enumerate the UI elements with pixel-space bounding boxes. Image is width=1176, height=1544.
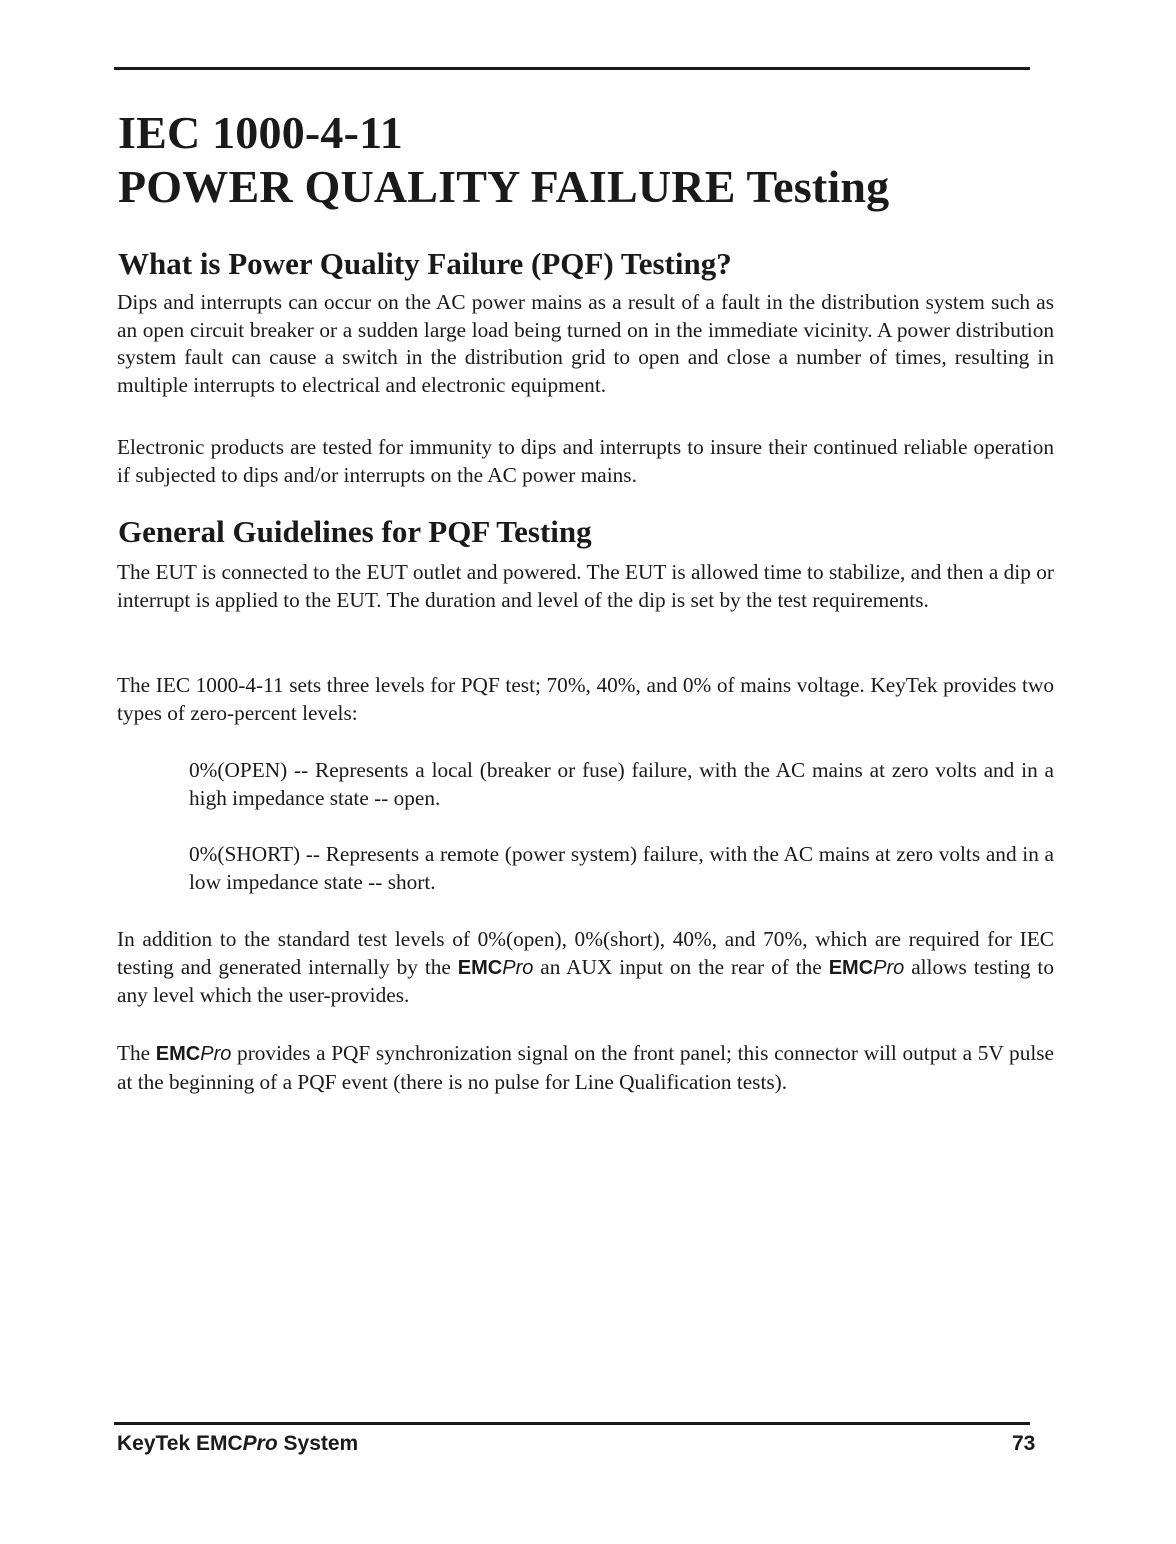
- sync-text-2: provides a PQF synchronization signal on the front panel; this connector will output a 5V pulse at the beginning of a PQF event (there is no pulse for Line Qualification tests).: [117, 1041, 1055, 1094]
- footer-rule: [114, 1422, 1030, 1425]
- top-rule: [114, 67, 1030, 70]
- paragraph-sync-signal: [117, 1040, 1054, 1096]
- page-number: 73: [1012, 1432, 1036, 1455]
- section-heading-guidelines: General Guidelines for PQF Testing: [118, 514, 592, 549]
- page-title-standard: IEC 1000-4-11: [118, 107, 404, 158]
- aux-text-3: allows testing to any level which the user-provides.: [117, 954, 1054, 1007]
- level-open: 0%(OPEN) -- Represents a local (breaker or fuse) failure, with the AC mains at zero volts and in a high impedance state -- open.: [189, 758, 1054, 810]
- brand-emcpro: EMCPro: [457, 956, 534, 979]
- paragraph-dips-interrupts: Dips and interrupts can occur on the AC power mains as a result of a fault in the distribution system such as an open circuit breaker or a sudden large load being turned on in the immediate vicinity. A power distribution system fault can cause a switch in the distribution grid to open and close a number of times, resulting in multiple interrupts to electrical and electronic equipment.: [117, 290, 1054, 397]
- brand-emcpro: EMCPro: [828, 956, 905, 979]
- paragraph-test-levels: The IEC 1000-4-11 sets three levels for PQF test; 70%, 40%, and 0% of mains voltage. KeyTek provides two types of zero-percent levels:: [117, 673, 1054, 725]
- footer-product-name: KeyTek EMCPro System: [117, 1432, 359, 1455]
- level-short: 0%(SHORT) -- Represents a remote (power system) failure, with the AC mains at zero volts and in a low impedance state -- short.: [189, 842, 1054, 894]
- page-title-topic: POWER QUALITY FAILURE Testing: [118, 161, 890, 212]
- paragraph-immunity: Electronic products are tested for immunity to dips and interrupts to insure their continued reliable operation if subjected to dips and/or interrupts on the AC power mains.: [117, 435, 1054, 487]
- paragraph-aux-input: [117, 926, 1054, 1010]
- sync-text-1: The: [117, 1041, 156, 1065]
- section-heading-what-is-pqf: What is Power Quality Failure (PQF) Testing?: [118, 246, 732, 281]
- brand-emcpro: EMCPro: [155, 1043, 232, 1065]
- aux-text-1: In addition to the standard test levels of 0%(open), 0%(short), 40%, and 70%, which are required for IEC testing and generated internally by the: [117, 927, 1054, 979]
- paragraph-eut-connection: The EUT is connected to the EUT outlet and powered. The EUT is allowed time to stabilize, and then a dip or interrupt is applied to the EUT. The duration and level of the dip is set by the test requirements.: [117, 560, 1054, 612]
- aux-text-2: an AUX input on the rear of the: [533, 954, 829, 979]
